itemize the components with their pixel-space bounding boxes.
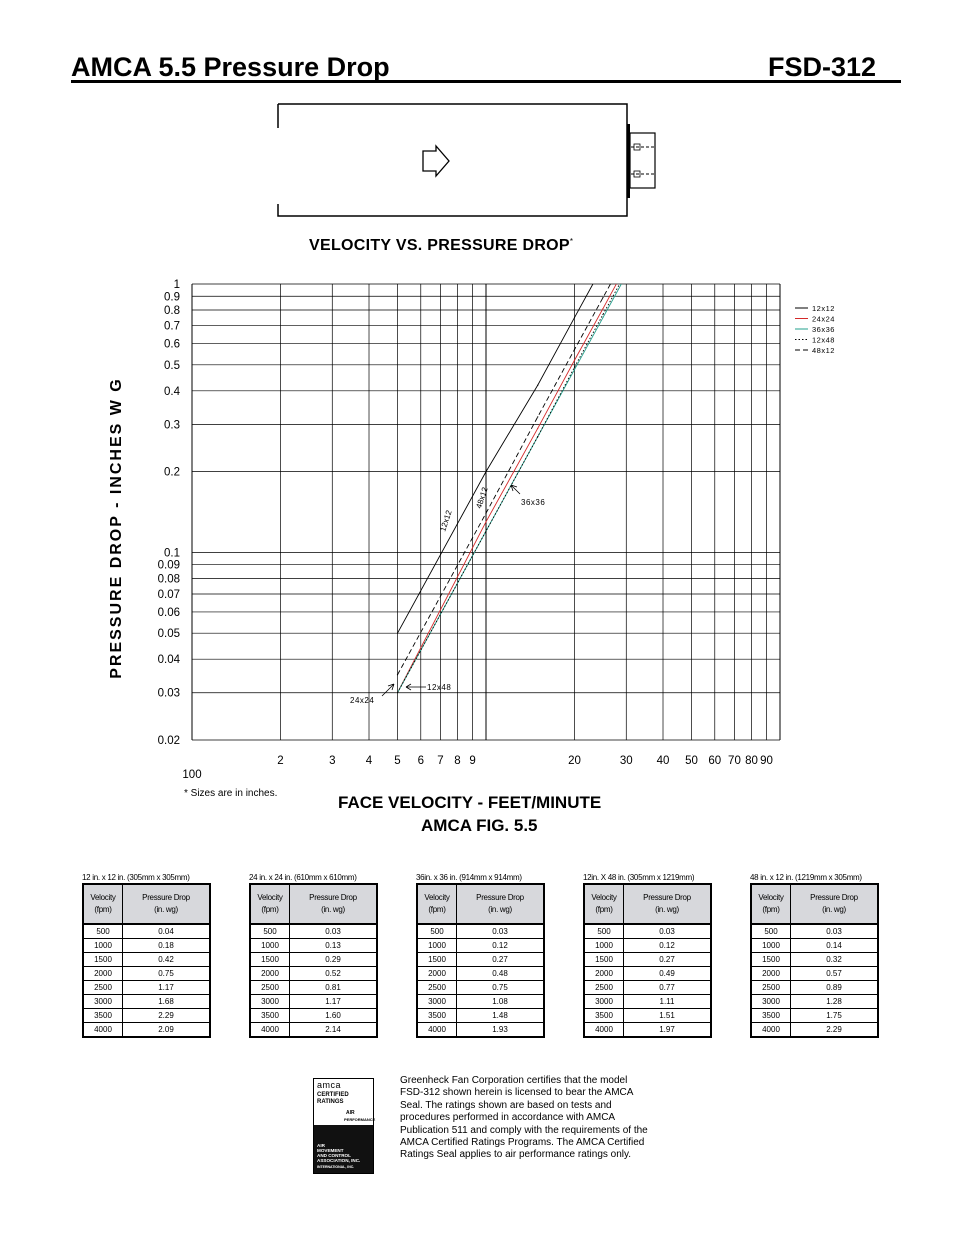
y-tick-label: 0.9 <box>164 291 180 304</box>
x-tick-label: 80 <box>745 755 758 767</box>
pressure-cell: 0.27 <box>457 953 545 967</box>
amca-seal-logo <box>313 1078 374 1174</box>
y-tick-label: 0.07 <box>157 588 180 601</box>
velocity-cell: 3000 <box>584 995 624 1009</box>
y-tick-label: 0.4 <box>164 385 180 398</box>
data-point-36x36 <box>574 369 575 370</box>
velocity-cell: 1000 <box>584 939 624 953</box>
pressure-cell: 0.03 <box>791 924 879 939</box>
pressure-cell: 0.14 <box>791 939 879 953</box>
velocity-cell: 2000 <box>417 967 457 981</box>
table-row <box>584 967 711 981</box>
legend-label-36x36: 36x36 <box>812 325 835 334</box>
table-row <box>83 995 210 1009</box>
pressure-cell: 1.75 <box>791 1009 879 1023</box>
data-point-48x12 <box>574 349 575 350</box>
velocity-cell: 1500 <box>584 953 624 967</box>
table-caption: 24 in. x 24 in. (610mm x 610mm) <box>249 873 357 882</box>
table-row <box>751 1023 878 1038</box>
data-point-24x24 <box>485 521 486 522</box>
data-point-12x48 <box>397 692 398 693</box>
y-tick-label: 0.5 <box>164 359 180 372</box>
pressure-cell: 2.29 <box>123 1009 211 1023</box>
x-tick-label: 8 <box>454 755 461 767</box>
pressure-cell: 0.13 <box>290 939 378 953</box>
velocity-cell: 500 <box>751 924 791 939</box>
legend-label-12x12: 12x12 <box>812 304 835 313</box>
velocity-cell: 1000 <box>83 939 123 953</box>
pressure-cell: 0.81 <box>290 981 378 995</box>
velocity-cell: 3500 <box>417 1009 457 1023</box>
chart-title-mark: * <box>569 237 574 246</box>
table-row <box>584 1023 711 1038</box>
y-tick-label: 0.7 <box>164 320 180 333</box>
velocity-column-header: Velocity (fpm) <box>417 884 457 924</box>
pressure-cell: 0.04 <box>123 924 211 939</box>
pressure-cell: 0.75 <box>123 967 211 981</box>
velocity-cell: 3000 <box>83 995 123 1009</box>
table-caption: 48 in. x 12 in. (1219mm x 305mm) <box>750 873 862 882</box>
data-point-48x12 <box>485 513 486 514</box>
x-tick-label: 50 <box>685 755 698 767</box>
pressure-column-header: Pressure Drop (in. wg) <box>624 884 712 924</box>
velocity-column-header: Velocity (fpm) <box>751 884 791 924</box>
velocity-cell: 1500 <box>751 953 791 967</box>
pressure-cell: 0.03 <box>457 924 545 939</box>
table-row <box>417 967 544 981</box>
y-axis-label: PRESSURE DROP - INCHES W G <box>108 377 125 679</box>
series-line-12x12 <box>397 156 663 633</box>
logo-text: INTERNATIONAL, INC. <box>317 1165 355 1169</box>
velocity-cell: 3500 <box>751 1009 791 1023</box>
pressure-cell: 0.27 <box>624 953 712 967</box>
logo-text: MOVEMENT <box>317 1148 344 1153</box>
logo-text: AIR <box>346 1110 355 1116</box>
data-point-24x24 <box>574 360 575 361</box>
table-row <box>417 1023 544 1038</box>
table-row <box>751 924 878 939</box>
velocity-cell: 1000 <box>250 939 290 953</box>
pressure-cell: 0.89 <box>791 981 879 995</box>
pressure-cell: 0.32 <box>791 953 879 967</box>
pressure-column-header: Pressure Drop (in. wg) <box>123 884 211 924</box>
data-point-48x12 <box>397 674 398 675</box>
velocity-cell: 4000 <box>584 1023 624 1038</box>
data-point-12x12 <box>574 317 575 318</box>
pressure-cell: 0.57 <box>791 967 879 981</box>
table-row <box>751 967 878 981</box>
pressure-cell: 0.77 <box>624 981 712 995</box>
annotation-12x12: 12x12 <box>438 509 454 533</box>
x-tick-label: 30 <box>619 755 633 767</box>
velocity-cell: 3000 <box>250 995 290 1009</box>
table-row <box>83 1009 210 1023</box>
velocity-cell: 3500 <box>83 1009 123 1023</box>
pressure-cell: 1.17 <box>290 995 378 1009</box>
legend-label-24x24: 24x24 <box>812 314 835 324</box>
table-row <box>584 953 711 967</box>
x-tick-label: 70 <box>728 755 741 767</box>
data-point-12x48 <box>537 436 538 437</box>
x-tick-label: 40 <box>656 755 670 767</box>
velocity-cell: 3000 <box>751 995 791 1009</box>
sizes-footnote: * Sizes are in inches. <box>184 788 278 799</box>
logo-text: ASSOCIATION, INC. <box>317 1158 361 1163</box>
data-point-12x48 <box>485 531 486 532</box>
data-point-12x48 <box>602 314 603 315</box>
table-row <box>250 967 377 981</box>
pressure-cell: 0.52 <box>290 967 378 981</box>
pressure-cell: 1.11 <box>624 995 712 1009</box>
logo-text: CERTIFIED <box>317 1092 349 1098</box>
velocity-cell: 2500 <box>83 981 123 995</box>
x-axis-label: FACE VELOCITY - FEET/MINUTE <box>338 793 602 812</box>
x-tick-label: 100 <box>182 769 202 781</box>
y-tick-label: 0.08 <box>157 573 180 586</box>
velocity-cell: 1500 <box>417 953 457 967</box>
data-point-12x12 <box>537 385 538 386</box>
y-tick-label: 0.06 <box>157 606 180 619</box>
y-tick-label: 1 <box>173 279 180 291</box>
annotation-arrow-36x36 <box>511 485 520 494</box>
data-point-48x12 <box>602 297 603 298</box>
table-row <box>751 995 878 1009</box>
velocity-cell: 2000 <box>83 967 123 981</box>
pressure-table <box>750 872 879 1038</box>
velocity-cell: 500 <box>417 924 457 939</box>
velocity-cell: 4000 <box>83 1023 123 1038</box>
data-point-36x36 <box>602 317 603 318</box>
table-row <box>250 1009 377 1023</box>
y-tick-label: 0.2 <box>164 466 180 479</box>
y-tick-label: 0.6 <box>164 338 180 351</box>
pressure-cell: 2.29 <box>791 1023 879 1038</box>
page-title: AMCA 5.5 Pressure Drop <box>71 52 390 82</box>
table-row <box>83 967 210 981</box>
y-tick-label: 0.09 <box>157 559 180 572</box>
legend-label-48x12: 48x12 <box>812 346 835 355</box>
x-tick-label: 3 <box>329 755 336 767</box>
table-row <box>751 939 878 953</box>
velocity-cell: 1500 <box>250 953 290 967</box>
table-caption: 36in. x 36 in. (914mm x 914mm) <box>416 873 522 882</box>
velocity-cell: 1500 <box>83 953 123 967</box>
velocity-column-header: Velocity (fpm) <box>584 884 624 924</box>
x-tick-label: 7 <box>437 755 444 767</box>
table-row <box>83 1023 210 1038</box>
pressure-column-header: Pressure Drop (in. wg) <box>290 884 378 924</box>
certification-text: Greenheck Fan Corporation certifies that the model FSD-312 shown herein is licensed to bear the AMCA Seal. The ratings shown are based on tests and procedures performed in accordance with AMCA Publication 511 and comply with the requirements of the AMCA Certified Ratings Programs. The AMCA Certified Ratings Seal applies to air performance ratings only. <box>400 1075 648 1161</box>
table-row <box>584 981 711 995</box>
data-point-12x12 <box>485 471 486 472</box>
pressure-cell: 1.60 <box>290 1009 378 1023</box>
pressure-column-header: Pressure Drop (in. wg) <box>791 884 879 924</box>
data-point-12x48 <box>574 367 575 368</box>
pressure-cell: 0.18 <box>123 939 211 953</box>
chart-title-text: VELOCITY VS. PRESSURE DROP <box>309 237 570 254</box>
pressure-cell: 1.08 <box>457 995 545 1009</box>
table-row <box>751 1009 878 1023</box>
velocity-cell: 4000 <box>751 1023 791 1038</box>
pressure-cell: 1.28 <box>791 995 879 1009</box>
y-tick-label: 0.03 <box>157 687 180 700</box>
figure-label: AMCA FIG. 5.5 <box>421 816 538 835</box>
table-row <box>83 924 210 939</box>
table-row <box>250 995 377 1009</box>
x-tick-label: 5 <box>394 755 401 767</box>
velocity-cell: 500 <box>584 924 624 939</box>
table-row <box>584 939 711 953</box>
velocity-column-header: Velocity (fpm) <box>250 884 290 924</box>
table-row <box>584 924 711 939</box>
pressure-data-table <box>583 883 712 1038</box>
velocity-cell: 2500 <box>417 981 457 995</box>
logo-text: AND CONTROL <box>317 1153 351 1158</box>
velocity-cell: 1000 <box>417 939 457 953</box>
pressure-column-header: Pressure Drop (in. wg) <box>457 884 545 924</box>
velocity-cell: 2500 <box>250 981 290 995</box>
table-row <box>417 924 544 939</box>
table-caption: 12in. X 48 in. (305mm x 1219mm) <box>583 873 695 882</box>
pressure-data-table <box>750 883 879 1038</box>
legend-label-12x48: 12x48 <box>812 335 835 345</box>
velocity-cell: 500 <box>250 924 290 939</box>
logo-text: AIR <box>317 1143 325 1148</box>
y-tick-label: 0.1 <box>164 547 180 560</box>
pressure-cell: 0.12 <box>457 939 545 953</box>
table-row <box>417 953 544 967</box>
velocity-cell: 2500 <box>584 981 624 995</box>
x-tick-label: 6 <box>417 755 424 767</box>
table-row <box>250 953 377 967</box>
data-point-48x12 <box>537 416 538 417</box>
table-row <box>584 995 711 1009</box>
y-tick-label: 0.8 <box>164 305 180 318</box>
pressure-cell: 0.12 <box>624 939 712 953</box>
data-point-24x24 <box>602 308 603 309</box>
y-tick-label: 0.02 <box>157 735 180 747</box>
logo-text: PERFORMANCE <box>344 1117 376 1122</box>
series-line-48x12 <box>397 187 663 674</box>
annotation-arrow-12x48 <box>406 684 426 690</box>
velocity-cell: 1000 <box>751 939 791 953</box>
pressure-data-table <box>416 883 545 1038</box>
table-row <box>751 953 878 967</box>
pressure-table <box>82 872 211 1038</box>
pressure-cell: 1.48 <box>457 1009 545 1023</box>
table-row <box>250 1023 377 1038</box>
pressure-cell: 0.75 <box>457 981 545 995</box>
velocity-cell: 2500 <box>751 981 791 995</box>
x-tick-label: 20 <box>568 755 581 767</box>
pressure-cell: 1.97 <box>624 1023 712 1038</box>
table-row <box>83 981 210 995</box>
table-row <box>417 981 544 995</box>
annotation-36x36: 36x36 <box>521 498 546 507</box>
velocity-cell: 4000 <box>250 1023 290 1038</box>
velocity-cell: 500 <box>83 924 123 939</box>
velocity-column-header: Velocity (fpm) <box>83 884 123 924</box>
pressure-cell: 2.14 <box>290 1023 378 1038</box>
velocity-cell: 3500 <box>584 1009 624 1023</box>
table-row <box>417 995 544 1009</box>
velocity-cell: 2000 <box>751 967 791 981</box>
pressure-table <box>416 872 545 1038</box>
pressure-data-table <box>249 883 378 1038</box>
pressure-cell: 1.51 <box>624 1009 712 1023</box>
table-caption: 12 in. x 12 in. (305mm x 305mm) <box>82 873 190 882</box>
table-row <box>250 939 377 953</box>
velocity-cell: 4000 <box>417 1023 457 1038</box>
pressure-cell: 0.42 <box>123 953 211 967</box>
annotation-48x12: 48x12 <box>474 486 490 510</box>
logo-text: RATINGS <box>317 1099 344 1105</box>
pressure-cell: 2.09 <box>123 1023 211 1038</box>
data-point-24x24 <box>537 428 538 429</box>
pressure-table <box>583 872 712 1038</box>
pressure-cell: 1.17 <box>123 981 211 995</box>
velocity-cell: 3000 <box>417 995 457 1009</box>
x-tick-label: 9 <box>469 755 476 767</box>
logo-text: amca <box>317 1080 342 1090</box>
annotation-24x24: 24x24 <box>350 696 375 705</box>
series-line-24x24 <box>397 195 663 692</box>
table-row <box>83 939 210 953</box>
x-tick-label: 4 <box>365 755 373 767</box>
y-tick-label: 0.3 <box>164 419 180 432</box>
pressure-cell: 0.49 <box>624 967 712 981</box>
annotation-12x48: 12x48 <box>427 683 452 692</box>
pressure-cell: 1.93 <box>457 1023 545 1038</box>
table-row <box>250 981 377 995</box>
pressure-data-table <box>82 883 211 1038</box>
pressure-cell: 0.03 <box>624 924 712 939</box>
table-row <box>417 1009 544 1023</box>
model-number: FSD-312 <box>768 52 877 82</box>
x-tick-label: 2 <box>277 755 284 767</box>
y-tick-label: 0.04 <box>157 654 180 667</box>
pressure-cell: 0.48 <box>457 967 545 981</box>
table-row <box>417 939 544 953</box>
velocity-cell: 2000 <box>250 967 290 981</box>
pressure-cell: 1.68 <box>123 995 211 1009</box>
velocity-cell: 2000 <box>584 967 624 981</box>
x-tick-label: 60 <box>708 755 722 767</box>
table-row <box>751 981 878 995</box>
annotation-arrow-24x24 <box>382 684 394 696</box>
x-tick-label: 90 <box>760 755 773 767</box>
table-row <box>250 924 377 939</box>
table-row <box>584 1009 711 1023</box>
pressure-cell: 0.03 <box>290 924 378 939</box>
table-row <box>83 953 210 967</box>
data-point-12x12 <box>397 633 398 634</box>
pressure-cell: 0.29 <box>290 953 378 967</box>
velocity-cell: 3500 <box>250 1009 290 1023</box>
y-tick-label: 0.05 <box>157 628 180 641</box>
pressure-table <box>249 872 378 1038</box>
